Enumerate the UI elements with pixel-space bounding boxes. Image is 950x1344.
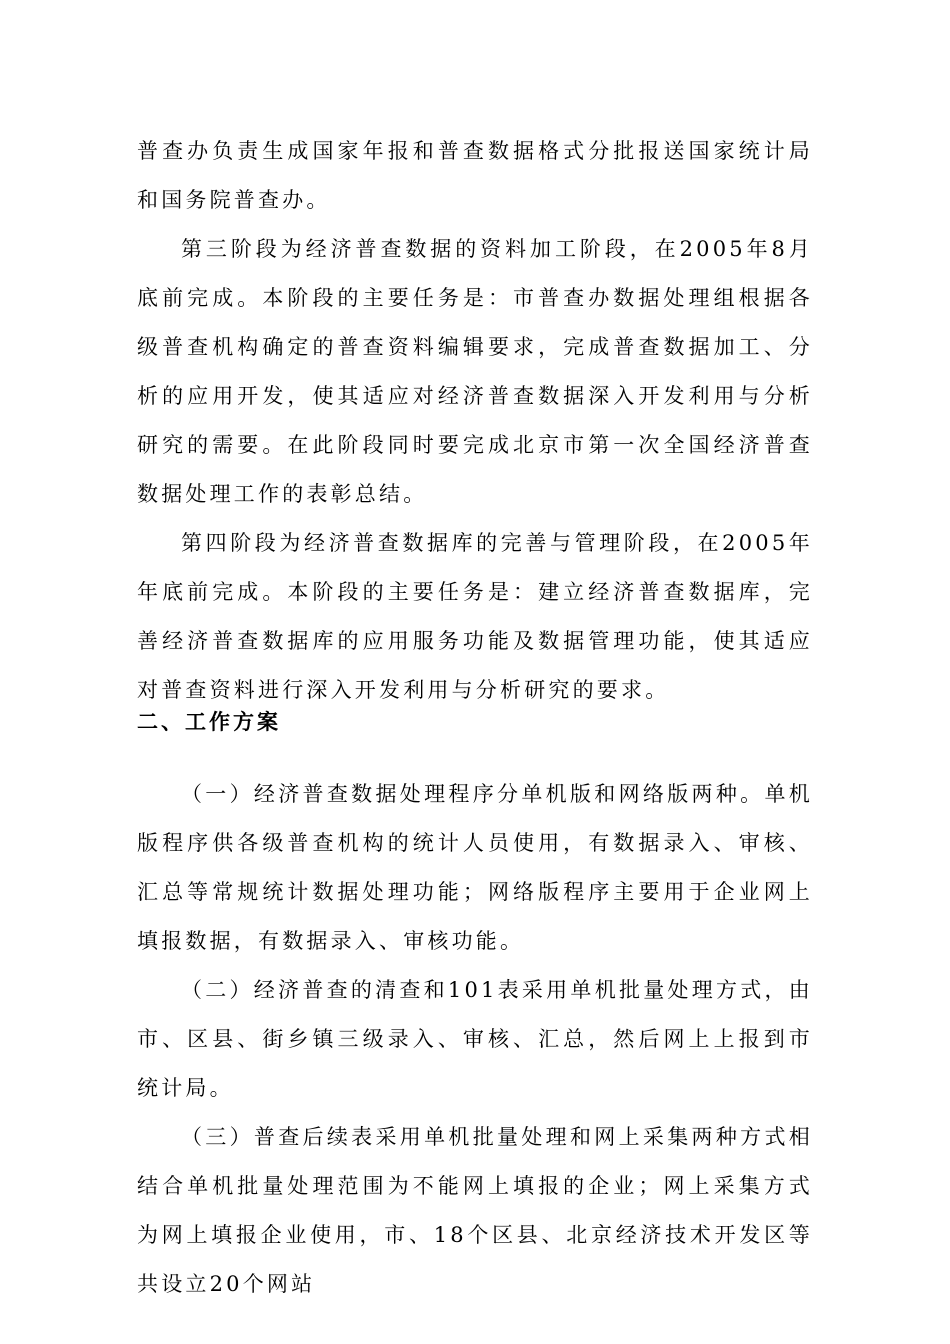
paragraph-stage-four: 第四阶段为经济普查数据库的完善与管理阶段，在2005年年底前完成。本阶段的主要任务是：建立经济普查数据库，完善经济普查数据库的应用服务功能及数据管理功能，使其适应对普查资料进行深入开发利用与分析研究的要求。 [137,531,813,702]
section-heading: 二、工作方案 [137,710,281,734]
paragraph-plan-three: （三）普查后续表采用单机批量处理和网上采集两种方式相结合单机批量处理范围为不能网上填报的企业；网上采集方式为网上填报企业使用，市、18个区县、北京经济技术开发区等共设立20个网站 [137,1125,813,1296]
paragraph-continuation: 普查办负责生成国家年报和普查数据格式分批报送国家统计局和国务院普查办。 [137,139,813,212]
paragraph-plan-two: （二）经济普查的清查和101表采用单机批量处理方式，由市、区县、街乡镇三级录入、审核、汇总，然后网上上报到市统计局。 [137,978,813,1100]
body-text-top [137,127,813,715]
paragraph-stage-three: 第三阶段为经济普查数据的资料加工阶段，在2005年8月底前完成。本阶段的主要任务是：市普查办数据处理组根据各级普查机构确定的普查资料编辑要求，完成普查数据加工、分析的应用开发，使其适应对经济普查数据深入开发利用与分析研究的需要。在此阶段同时要完成北京市第一次全国经济普查数据处理工作的表彰总结。 [137,237,813,506]
paragraph-plan-one: （一）经济普查数据处理程序分单机版和网络版两种。单机版程序供各级普查机构的统计人员使用，有数据录入、审核、汇总等常规统计数据处理功能；网络版程序主要用于企业网上填报数据，有数据录入、审核功能。 [137,782,813,953]
body-text-bottom [137,770,813,1309]
